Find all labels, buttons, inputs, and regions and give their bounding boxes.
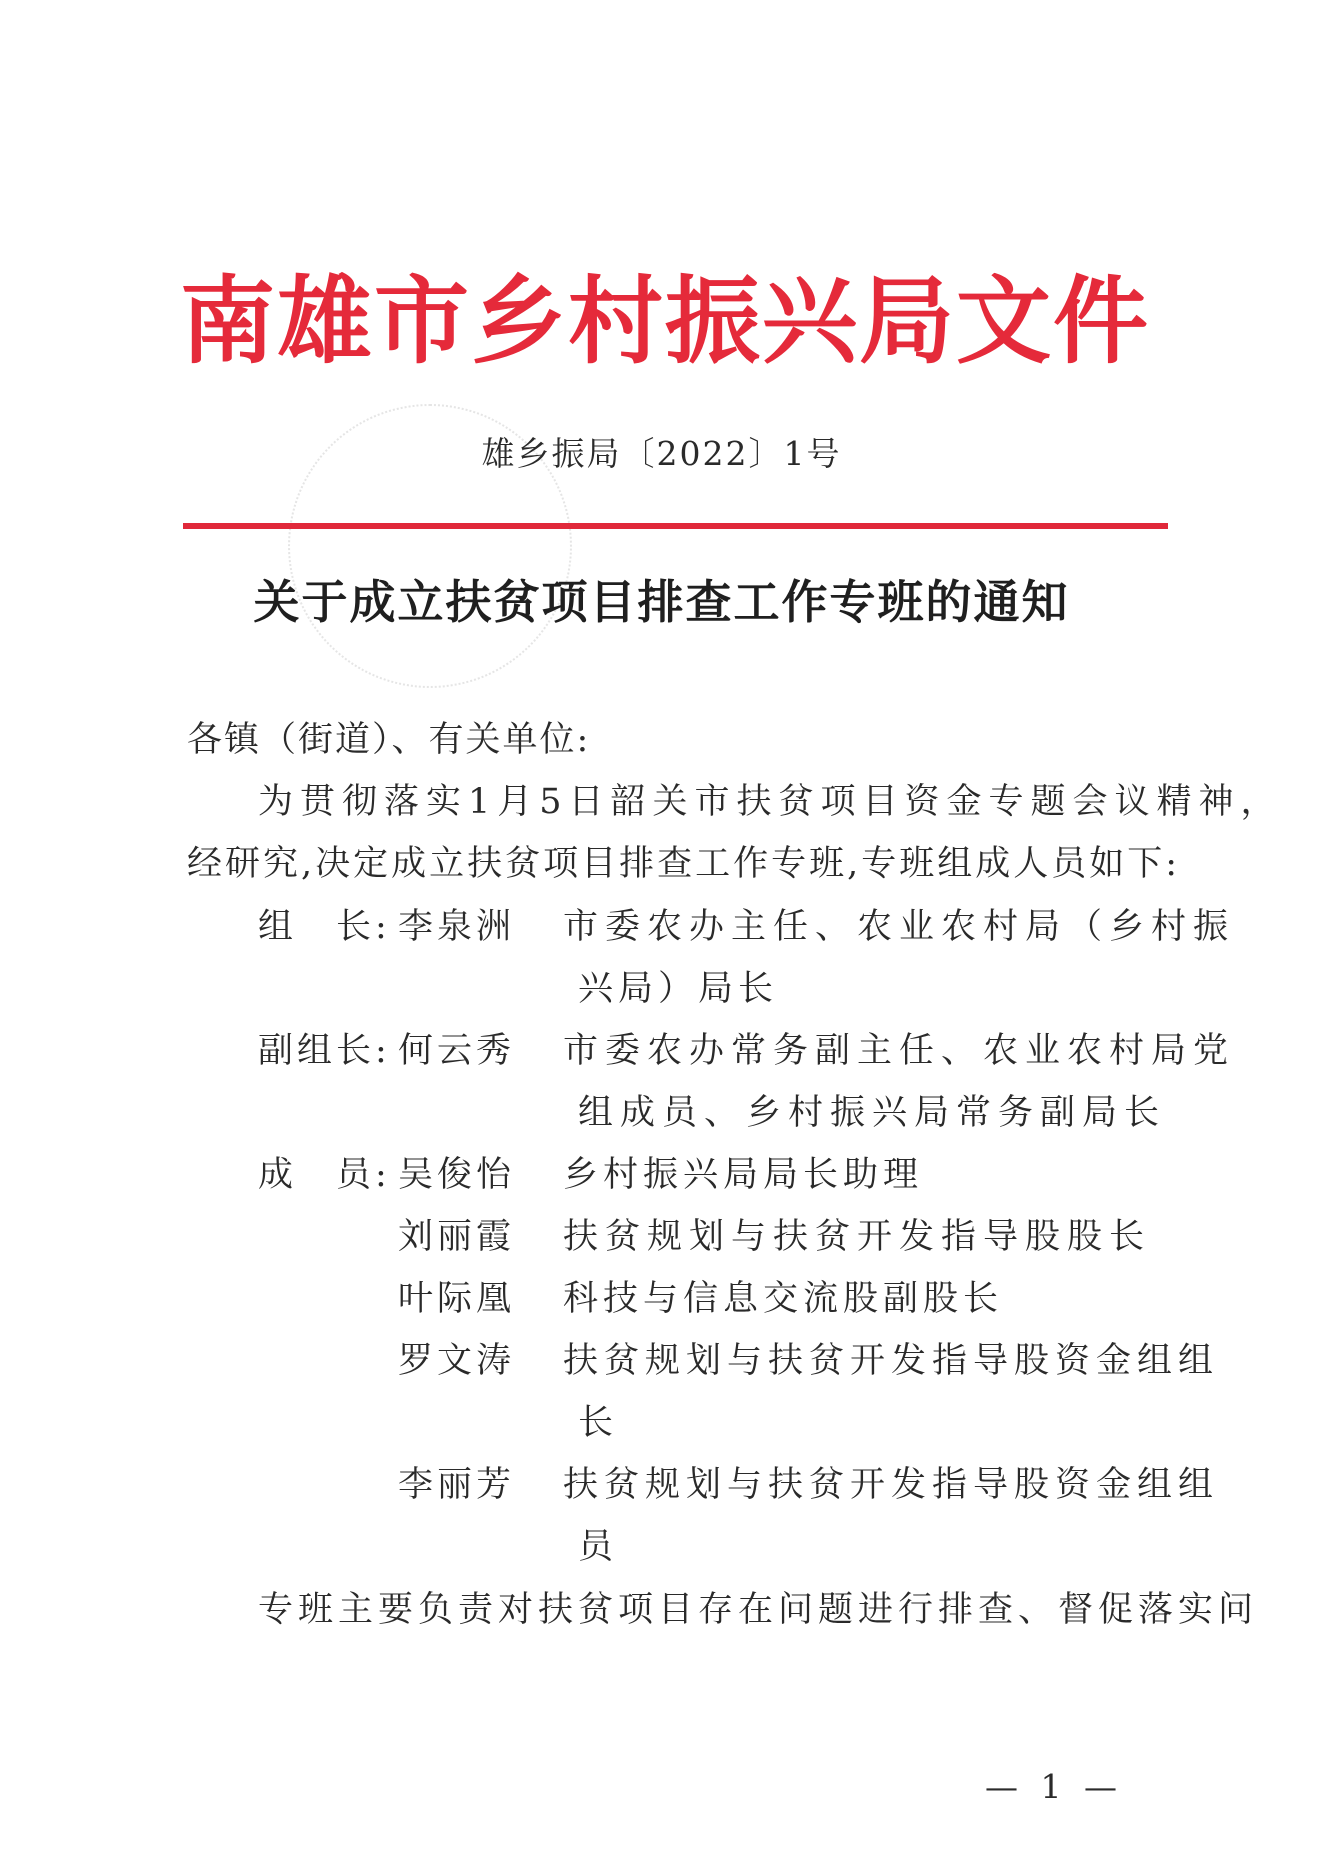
member-name: 吴俊怡 [398,1155,516,1195]
member-title-deputy-line2: 组成员、乡村振兴局常务副局长 [578,1093,1167,1133]
page-number: — 1 — [985,1767,1123,1806]
member-name: 叶际凰 [398,1279,516,1319]
member-name-deputy: 何云秀 [398,1031,516,1071]
member-title-leader-line2: 兴局）局长 [578,969,779,1009]
member-title-line2: 长 [578,1403,619,1443]
member-title-line1: 扶贫规划与扶贫开发指导股资金组组 [563,1341,1220,1381]
member-title-line2: 员 [578,1527,619,1567]
member-name: 刘丽霞 [398,1217,516,1257]
member-name: 李丽芳 [398,1465,516,1505]
body-paragraph-2: 经研究,决定成立扶贫项目排查工作专班,专班组成人员如下: [187,844,1181,884]
member-title: 科技与信息交流股副股长 [563,1279,1004,1319]
body-paragraph-3: 专班主要负责对扶贫项目存在问题进行排查、督促落实问 [258,1590,1259,1630]
salutation: 各镇（街道）、有关单位: [187,720,591,760]
member-name-leader: 李泉洲 [398,907,516,947]
issuer-header-title: 南雄市乡村振兴局文件 [180,266,1151,377]
role-label-members: 成 员: [258,1155,391,1195]
notice-title: 关于成立扶贫项目排查工作专班的通知 [253,575,1070,629]
member-name: 罗文涛 [398,1341,516,1381]
member-title-deputy-line1: 市委农办常务副主任、农业农村局党 [563,1031,1236,1071]
member-title: 扶贫规划与扶贫开发指导股股长 [563,1217,1152,1257]
member-title-leader-line1: 市委农办主任、农业农村局（乡村振 [563,907,1236,947]
member-title: 乡村振兴局局长助理 [563,1155,924,1195]
document-number: 雄乡振局〔2022〕1号 [481,434,842,473]
role-label-leader: 组 长: [258,907,391,947]
red-divider-line [183,523,1168,529]
body-paragraph-1: 为贯彻落实1月5日韶关市扶贫项目资金专题会议精神， [258,782,1283,822]
role-label-deputy: 副组长: [258,1031,391,1071]
member-title-line1: 扶贫规划与扶贫开发指导股资金组组 [563,1465,1220,1505]
